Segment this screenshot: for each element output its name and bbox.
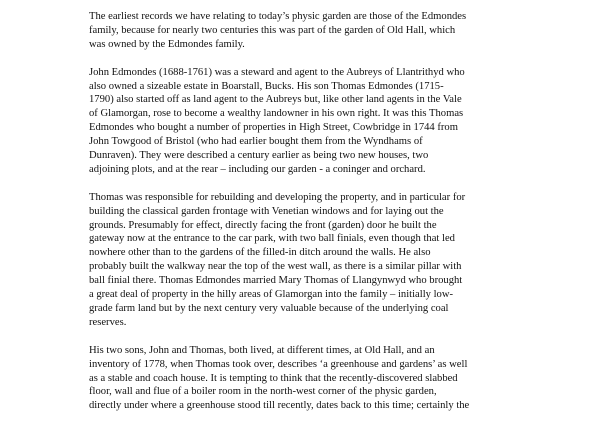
paragraph [89, 344, 523, 414]
text-line: gateway now at the entrance to the car park, with two ball finials, even though that led [89, 233, 455, 245]
text-line: a great deal of property in the hilly areas of Glamorgan into the family – initially low- [89, 289, 454, 301]
text-line: grounds. Presumably for effect, directly facing the front (garden) door he built the [89, 219, 437, 231]
text-line: inventory of 1778, when Thomas took over, describes ‘a greenhouse and gardens’ as well [89, 358, 468, 370]
text-line: The earliest records we have relating to today’s physic garden are those of the Edmondes [89, 11, 467, 22]
text-line: grade farm land but by the next century very valuable because of the underlying coal [89, 303, 449, 314]
text-line: probably built the walkway near the top of the west wall, as there is a similar pillar with [89, 261, 462, 273]
text-line: ball finial there. Thomas Edmondes married Mary Thomas of Llangynwyd who brought [89, 275, 463, 287]
text-line: as a stable and coach house. It is tempting to think that the recently-discovered slabbed [89, 372, 458, 384]
paragraph [89, 10, 523, 52]
text-line: also owned a sizeable estate in Boarstall, Bucks. His son Thomas Edmondes (1715- [89, 80, 444, 92]
text-line: adjoining plots, and at the rear – including our garden - a coninger and orchard. [89, 163, 426, 175]
text-line: His two sons, John and Thomas, both lived, at different times, at Old Hall, and an [89, 344, 435, 356]
document-body [89, 10, 523, 427]
text-line: building the classical garden frontage with Venetian windows and for laying out the [89, 205, 444, 217]
paragraph [89, 191, 523, 330]
text-line: family, because for nearly two centuries this was part of the garden of Old Hall, which [89, 24, 456, 36]
text-line: was owned by the Edmondes family. [89, 38, 245, 50]
text-line: Dunraven). They were described a century earlier as being two new houses, two [89, 150, 429, 162]
text-line: nowhere other than to the gardens of the filled-in ditch around the walls. He also [89, 247, 431, 259]
text-line: John Towgood of Bristol (who had earlier bought them from the Wyndhams of [89, 136, 423, 148]
text-line: of Glamorgan, rose to become a wealthy landowner in his own right. It was this Thomas [89, 108, 464, 120]
text-line: directly under where a greenhouse stood till recently, dates back to this time; certainly the [89, 400, 470, 412]
text-line: floor, wall and flue of a boiler room in the north-west corner of the physic garden, [89, 386, 437, 398]
text-line: Edmondes who bought a number of properties in High Street, Cowbridge in 1744 from [89, 122, 458, 134]
text-line: reserves. [89, 316, 127, 328]
text-line: 1790) also started off as land agent to the Aubreys but, like other land agents in the Vale [89, 94, 462, 106]
text-line: John Edmondes (1688-1761) was a steward and agent to the Aubreys of Llantrithyd who [89, 66, 465, 78]
paragraph [89, 66, 523, 177]
text-line: Thomas was responsible for rebuilding and developing the property, and in particular for [89, 191, 466, 203]
